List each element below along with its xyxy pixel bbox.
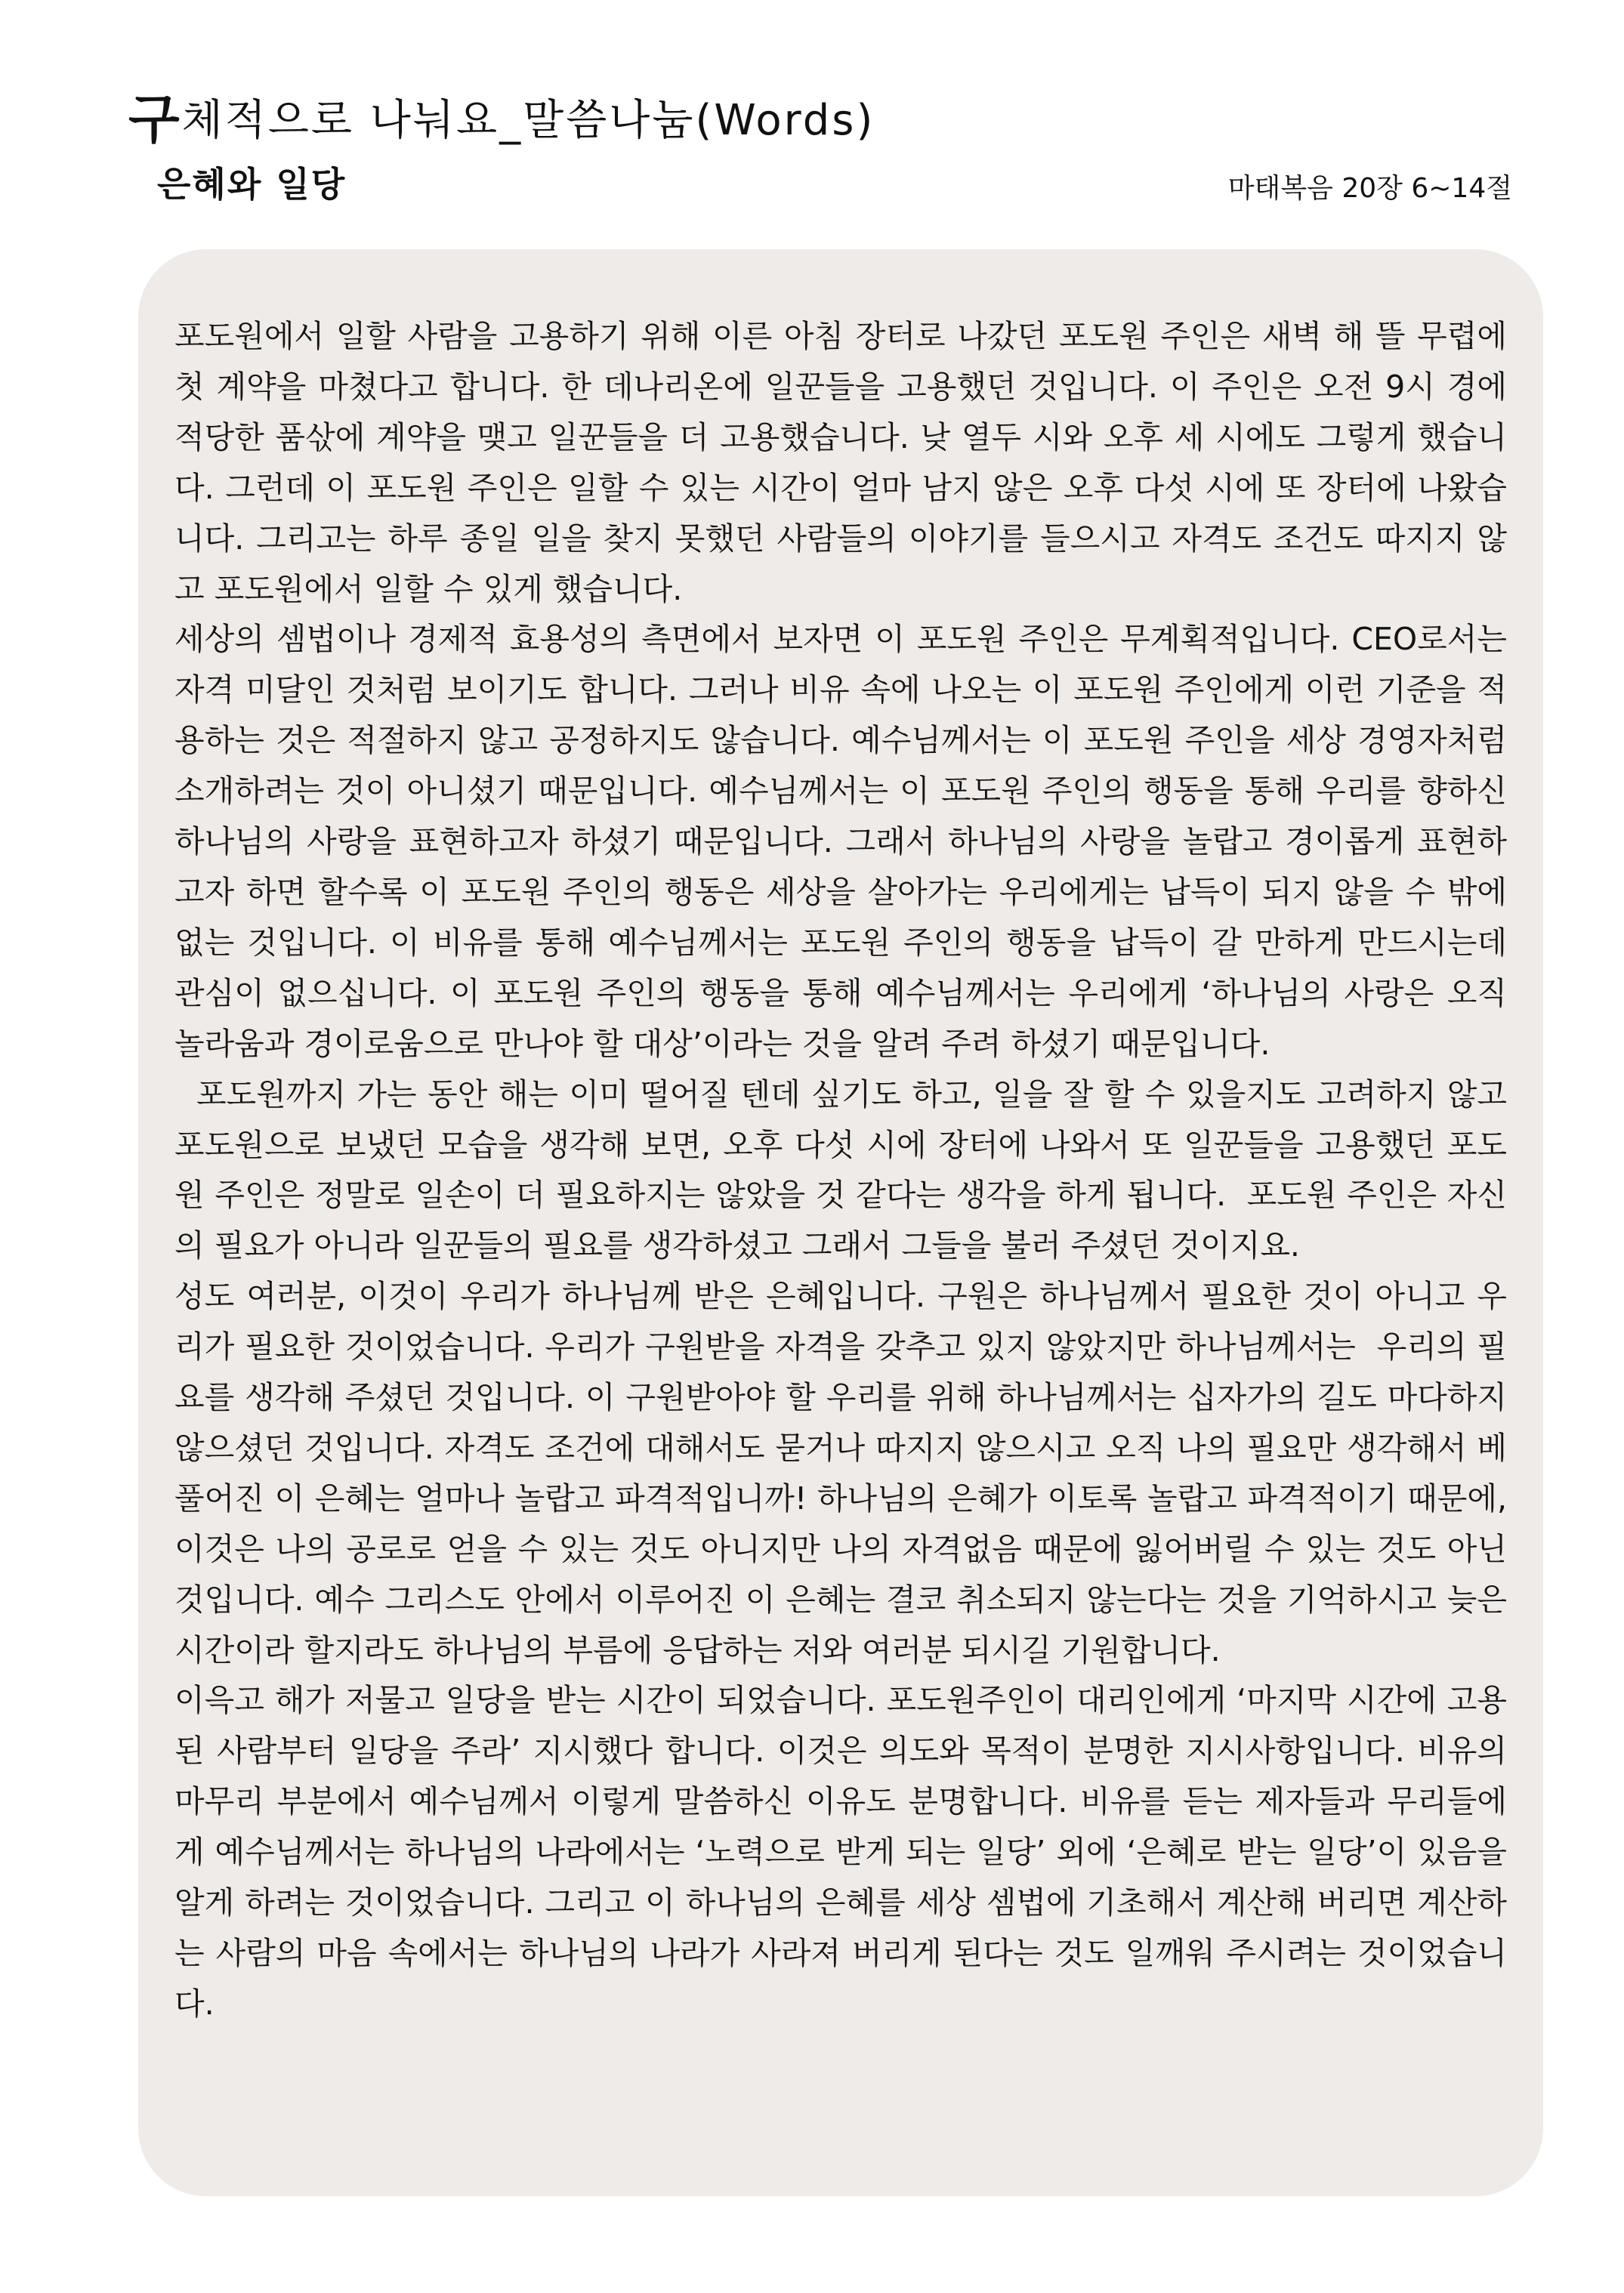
sermon-content-box <box>138 249 1543 2196</box>
page-title-rest: 체적으로 나눠요_말씀나눔(Words) <box>181 96 875 145</box>
paragraph-3: 포도원까지 가는 동안 해는 이미 떨어질 텐데 싶기도 하고, 일을 잘 할 수 있을지도 고려하지 않고 포도원으로 보냈던 모습을 생각해 보면, 오후 다섯 시에 장터에 나와서 또 일꾼들을 고용했던 포도원 주인은 정말로 일손이 더 필요하지는 않았을 것 같다는 생각을 하게 됩니다. 포도원 주인은 자신의 필요가 아니라 일꾼들의 필요를 생각하셨고 그래서 그들을 불러 주셨던 것이지요. <box>174 1076 1517 1264</box>
paragraph-4: 성도 여러분, 이것이 우리가 하나님께 받은 은혜입니다. 구원은 하나님께서 필요한 것이 아니고 우리가 필요한 것이었습니다. 우리가 구원받을 자격을 갖추고 있지 않았지만 하나님께서는 우리의 필요를 생각해 주셨던 것입니다. 이 구원받아야 할 우리를 위해 하나님께서는 십자가의 길도 마다하지 않으셨던 것입니다. 자격도 조건에 대해서도 묻거나 따지지 않으시고 오직 나의 필요만 생각해서 베풀어진 이 은혜는 얼마나 놀랍고 파격적입니까! 하나님의 은혜가 이토록 놀랍고 파격적이기 때문에, 이것은 나의 공로로 얻을 수 있는 것도 아니지만 나의 자격없음 때문에 잃어버릴 수 있는 것도 아닌 것입니다. 예수 그리스도 안에서 이루어진 이 은혜는 결코 취소되지 않는다는 것을 기억하시고 늦은 시간이라 할지라도 하나님의 부름에 응답하는 저와 여러분 되시길 기원합니다. <box>174 1278 1517 1668</box>
scripture-reference: 마태복음 20장 6~14절 <box>1227 173 1512 204</box>
paragraph-2: 세상의 셈법이나 경제적 효용성의 측면에서 보자면 이 포도원 주인은 무계획적입니다. CEO로서는 자격 미달인 것처럼 보이기도 합니다. 그러나 비유 속에 나오는 이 포도원 주인에게 이런 기준을 적용하는 것은 적절하지 않고 공정하지도 않습니다. 예수님께서는 이 포도원 주인을 세상 경영자처럼 소개하려는 것이 아니셨기 때문입니다. 예수님께서는 이 포도원 주인의 행동을 통해 우리를 향하신 하나님의 사랑을 표현하고자 하셨기 때문입니다. 그래서 하나님의 사랑을 놀랍고 경이롭게 표현하고자 하면 할수록 이 포도원 주인의 행동은 세상을 살아가는 우리에게는 납득이 되지 않을 수 밖에 없는 것입니다. 이 비유를 통해 예수님께서는 포도원 주인의 행동을 납득이 갈 만하게 만드시는데 관심이 없으십니다. 이 포도원 주인의 행동을 통해 예수님께서는 우리에게 ‘하나님의 사랑은 오직 놀라움과 경이로움으로 만나야 할 대상’이라는 것을 알려 주려 하셨기 때문입니다. <box>174 621 1507 1062</box>
page-title-lead: 구 <box>128 88 182 150</box>
sermon-body <box>174 311 1517 2029</box>
paragraph-1: 포도원에서 일할 사람을 고용하기 위해 이른 아침 장터로 나갔던 포도원 주인은 새벽 해 뜰 무렵에 첫 계약을 마쳤다고 합니다. 한 데나리온에 일꾼들을 고용했던 것입니다. 이 주인은 오전 9시 경에 적당한 품삯에 계약을 맺고 일꾼들을 더 고용했습니다. 낮 열두 시와 오후 세 시에도 그렇게 했습니다. 그런데 이 포도원 주인은 일할 수 있는 시간이 얼마 남지 않은 오후 다섯 시에 또 장터에 나왔습니다. 그리고는 하루 종일 일을 찾지 못했던 사람들의 이야기를 들으시고 자격도 조건도 따지지 않고 포도원에서 일할 수 있게 했습니다. <box>174 318 1507 607</box>
sermon-subtitle: 은혜와 일당 <box>157 164 347 205</box>
paragraph-5: 이윽고 해가 저물고 일당을 받는 시간이 되었습니다. 포도원주인이 대리인에게 ‘마지막 시간에 고용된 사람부터 일당을 주라’ 지시했다 합니다. 이것은 의도와 목적이 분명한 지시사항입니다. 비유의 마무리 부분에서 예수님께서 이렇게 말씀하신 이유도 분명합니다. 비유를 듣는 제자들과 무리들에게 예수님께서는 하나님의 나라에서는 ‘노력으로 받게 되는 일당’ 외에 ‘은혜로 받는 일당’이 있음을 알게 하려는 것이었습니다. 그리고 이 하나님의 은혜를 세상 셈법에 기초해서 계산해 버리면 계산하는 사람의 마음 속에서는 하나님의 나라가 사라져 버리게 된다는 것도 일깨워 주시려는 것이었습니다. <box>174 1682 1507 2022</box>
page-title <box>128 89 875 148</box>
